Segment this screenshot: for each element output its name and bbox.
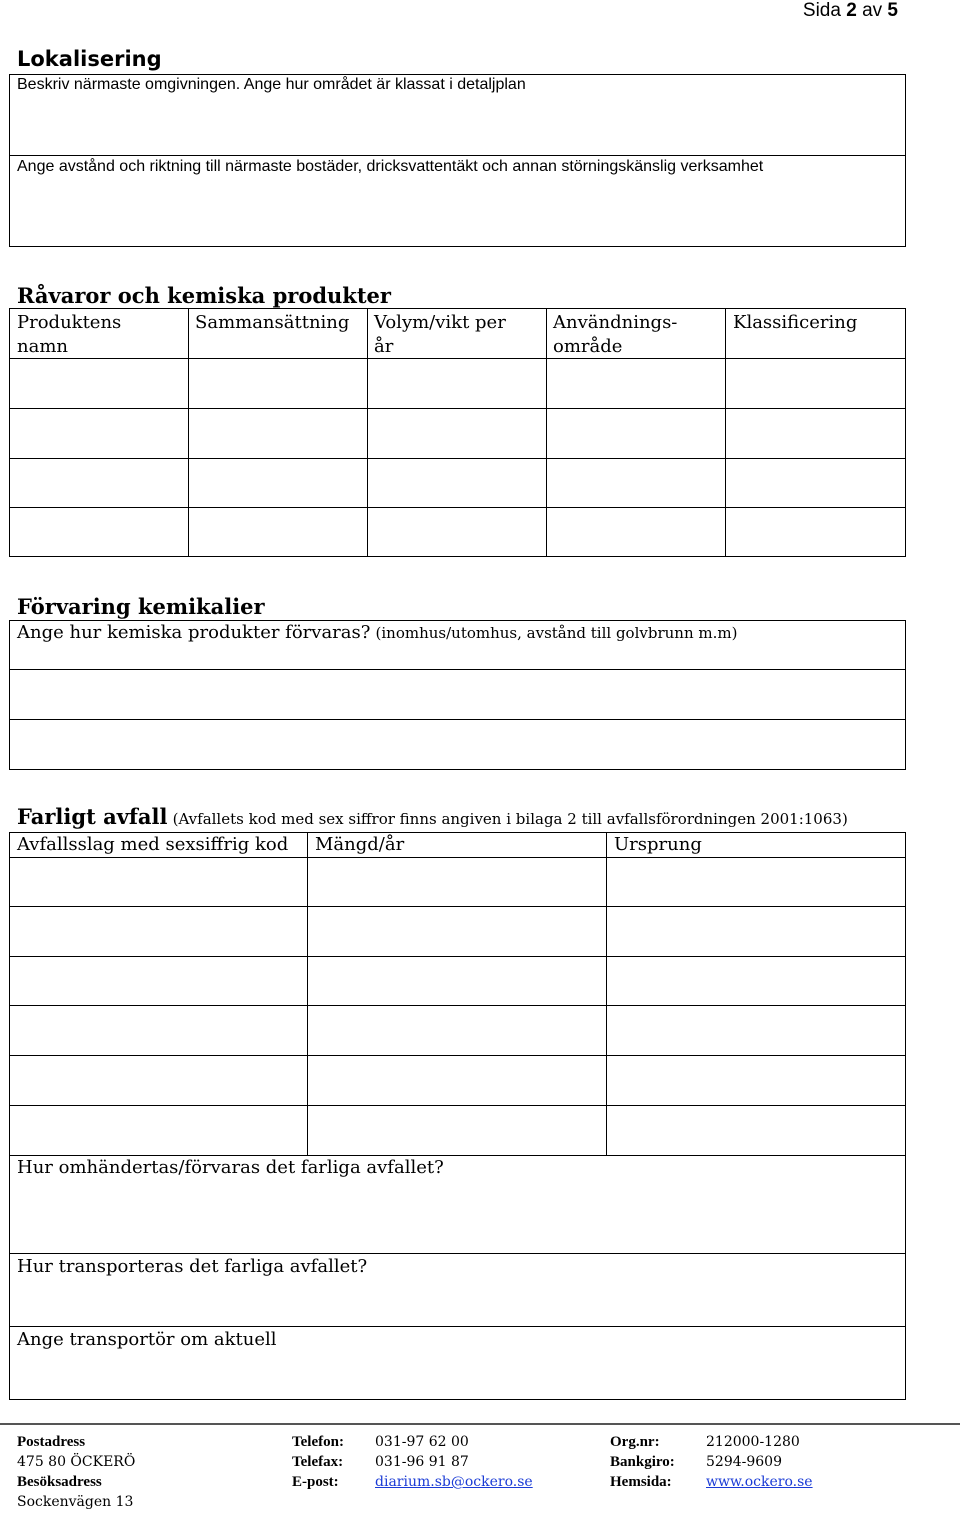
section-title-ravaror: Råvaror och kemiska produkter: [17, 283, 391, 308]
page-number: [803, 0, 898, 22]
column-header-volym: Volym/vikt per år: [374, 312, 506, 357]
divider: [9, 1005, 906, 1006]
divider: [367, 308, 368, 557]
divider: [9, 906, 906, 907]
divider: [9, 1105, 906, 1106]
footer-rule: [0, 1423, 960, 1425]
footer-orgnr-value: 212000-1280: [706, 1434, 800, 1450]
footer-hemsida-label: Hemsida:: [610, 1474, 672, 1490]
divider: [9, 408, 906, 409]
footer-besoksadress-label: Besöksadress: [17, 1474, 102, 1490]
divider: [9, 458, 906, 459]
divider: [9, 1253, 906, 1254]
column-header-avfallsslag: Avfallsslag med sexsiffrig kod: [17, 834, 289, 855]
page-total: 5: [887, 0, 898, 21]
forvaring-question: Ange hur kemiska produkter förvaras? (inomhus/utomhus, avstånd till golvbrunn m.m): [17, 622, 738, 643]
section-title-lokalisering: Lokalisering: [17, 47, 162, 71]
footer-telefax-label: Telefax:: [292, 1454, 344, 1470]
lokalisering-answer-2[interactable]: [11, 180, 904, 245]
column-header-ursprung: Ursprung: [614, 834, 702, 855]
footer-besoksadress-value: Sockenvägen 13: [17, 1494, 134, 1510]
footer-epost-label: E-post:: [292, 1474, 339, 1490]
column-header-produktens-namn: Produktens namn: [17, 312, 122, 357]
section-title-farligt-avfall: Farligt avfall (Avfallets kod med sex siffror finns angiven i bilaga 2 till avfallsförordningen 2001:1063): [17, 804, 848, 829]
divider: [188, 308, 189, 557]
column-header-klassificering: Klassificering: [733, 312, 858, 333]
divider: [9, 155, 906, 156]
divider: [606, 832, 607, 1155]
question-transporteras: Hur transporteras det farliga avfallet?: [17, 1256, 368, 1277]
footer-telefax-value: 031-96 91 87: [375, 1454, 469, 1470]
page-prefix: Sida: [802, 0, 841, 21]
divider: [9, 857, 906, 858]
farligt-avfall-table: [9, 832, 906, 1400]
footer-postadress-value: 475 80 ÖCKERÖ: [17, 1454, 136, 1470]
column-header-anvandningsomrade: Användnings- område: [553, 312, 678, 357]
section-title-forvaring: Förvaring kemikalier: [17, 594, 265, 619]
divider: [725, 308, 726, 557]
divider: [307, 832, 308, 1155]
question-transportor: Ange transportör om aktuell: [17, 1329, 277, 1350]
footer-epost-link[interactable]: diarium.sb@ockero.se: [375, 1474, 533, 1490]
divider: [9, 1326, 906, 1327]
column-header-mangd: Mängd/år: [315, 834, 405, 855]
lokalisering-answer-1[interactable]: [11, 96, 904, 154]
footer-hemsida-link[interactable]: www.ockero.se: [706, 1474, 813, 1490]
question-omhandertas: Hur omhändertas/förvaras det farliga avfallet?: [17, 1157, 444, 1178]
footer-postadress-label: Postadress: [17, 1434, 86, 1450]
footer-orgnr-label: Org.nr:: [610, 1434, 660, 1450]
lokalisering-question-2: Ange avstånd och riktning till närmaste bostäder, dricksvattentäkt och annan störningskänslig verksamhet: [17, 158, 764, 175]
footer-telefon-value: 031-97 62 00: [375, 1434, 469, 1450]
page-current: 2: [846, 0, 857, 21]
divider: [546, 308, 547, 557]
footer-telefon-label: Telefon:: [292, 1434, 344, 1450]
divider: [9, 956, 906, 957]
footer-bankgiro-label: Bankgiro:: [610, 1454, 675, 1470]
footer-bankgiro-value: 5294-9609: [706, 1454, 782, 1470]
column-header-sammansattning: Sammansättning: [195, 312, 350, 333]
page-sep: av: [862, 0, 883, 21]
divider: [9, 719, 906, 720]
divider: [9, 507, 906, 508]
lokalisering-question-1: Beskriv närmaste omgivningen. Ange hur området är klassat i detaljplan: [17, 76, 526, 93]
divider: [9, 669, 906, 670]
divider: [9, 1055, 906, 1056]
